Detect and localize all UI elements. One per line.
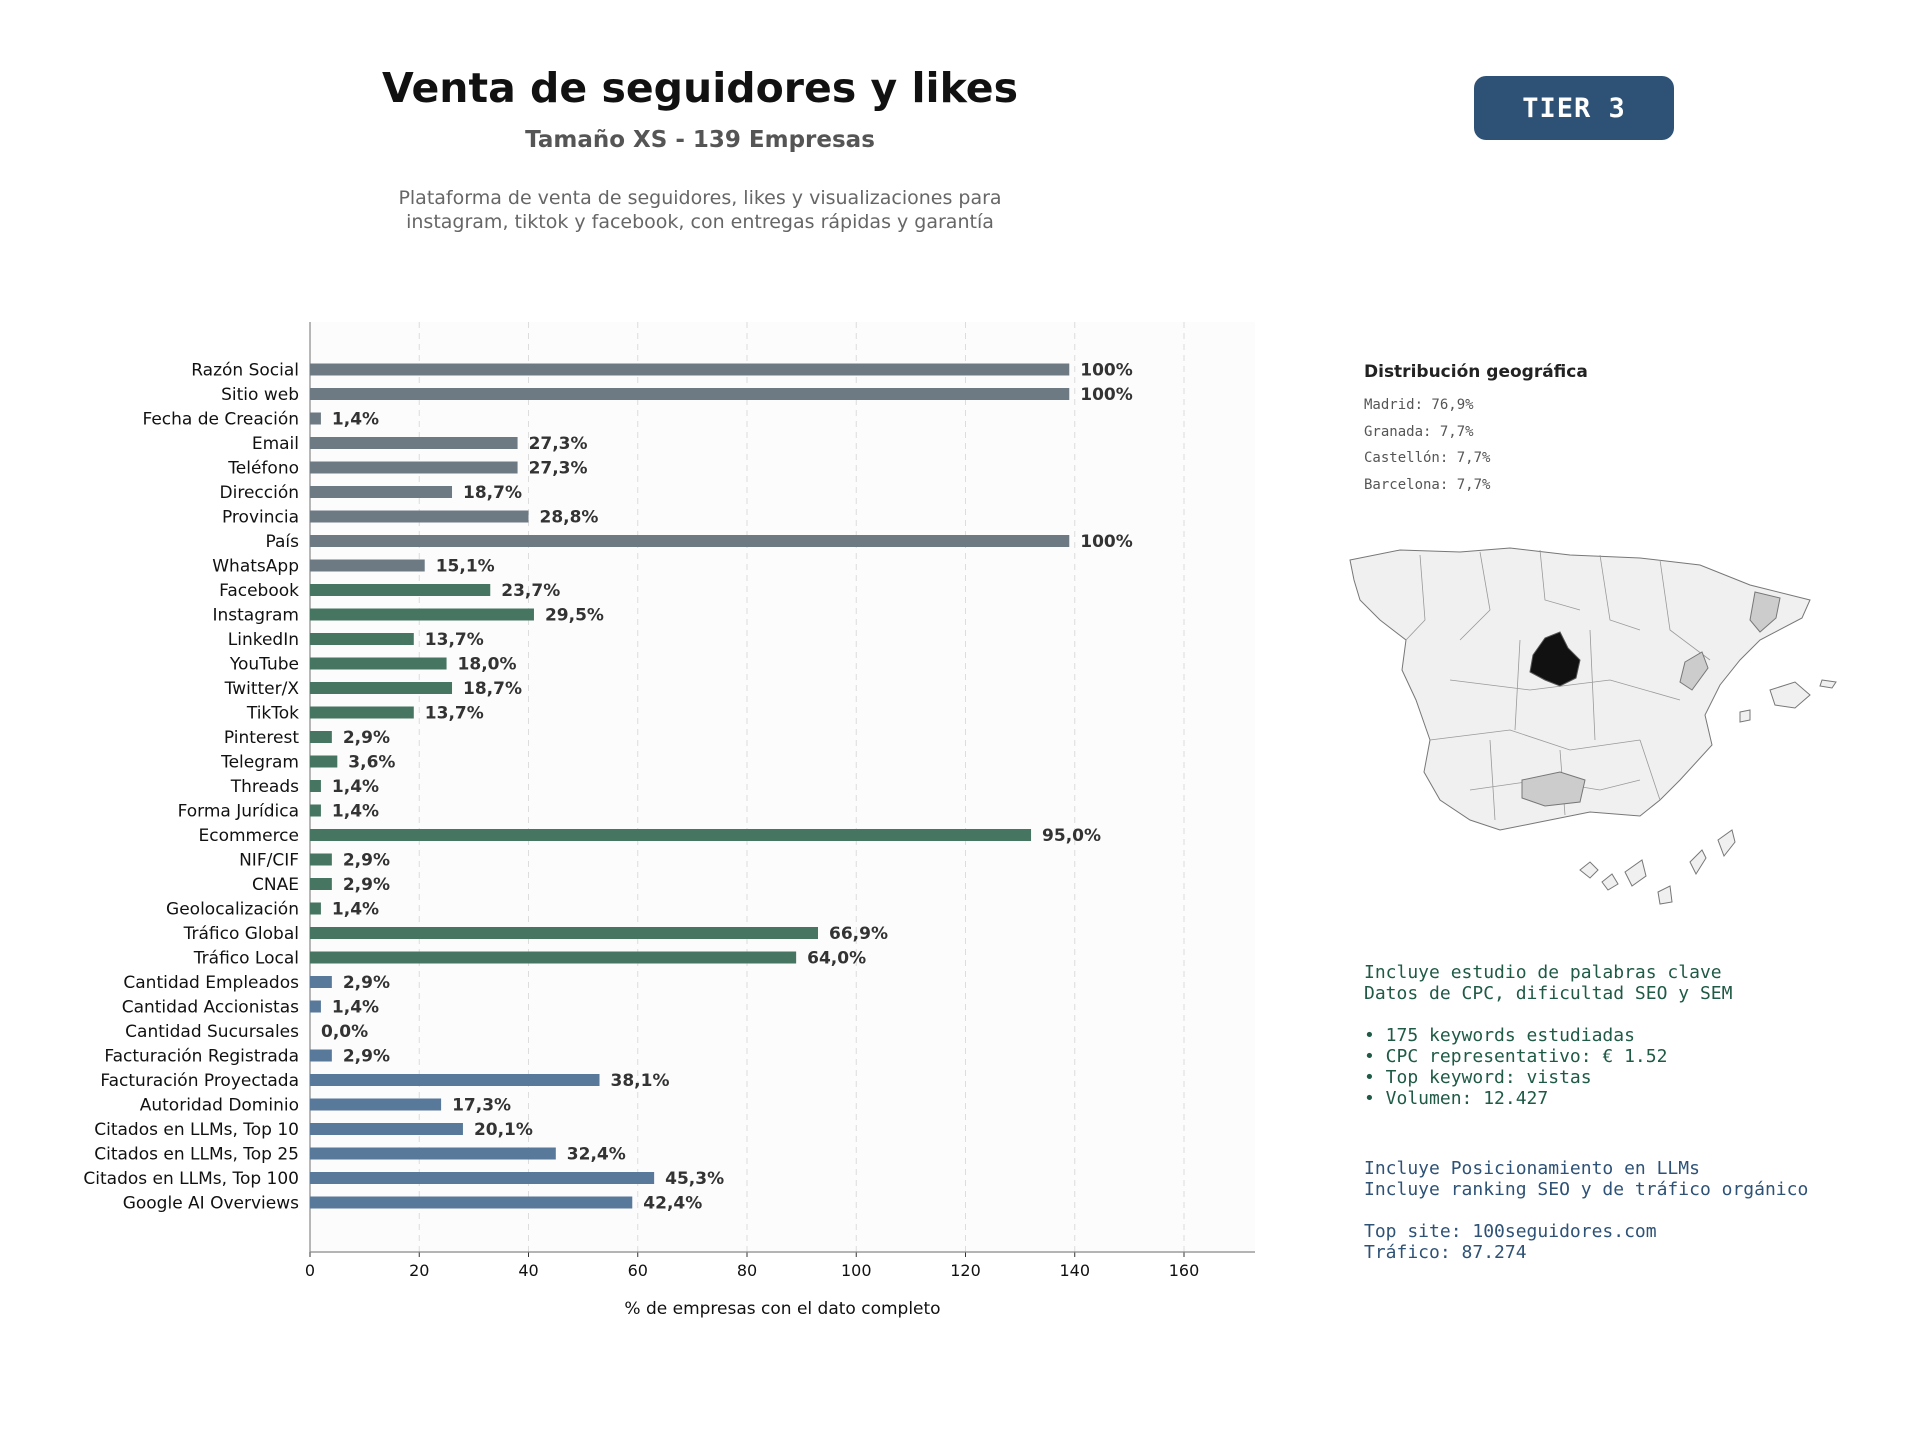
data-label: 100% <box>1080 385 1133 405</box>
data-label: 2,9% <box>342 973 391 993</box>
data-label: 32,4% <box>566 1144 626 1165</box>
bar <box>310 1197 632 1209</box>
data-label: 100% <box>1080 360 1133 381</box>
category-label: Tráfico Local <box>193 948 299 969</box>
keywords-info: Incluye estudio de palabras clave Datos de CPC, dificultad SEO y SEM • 175 keywords estudiadas • CPC representativo: € 1.52 • Top keyword: vistas • Volumen: 12.427 <box>1364 962 1733 1109</box>
tier-badge: TIER 3 <box>1474 76 1674 140</box>
category-label: Cantidad Sucursales <box>125 1022 299 1042</box>
data-label: 18,7% <box>463 679 523 699</box>
data-label: 42,4% <box>643 1193 703 1214</box>
category-label: LinkedIn <box>227 630 299 650</box>
category-label: Tráfico Global <box>183 924 299 944</box>
bar <box>310 805 321 817</box>
bar <box>310 462 518 474</box>
category-label: País <box>265 532 299 552</box>
data-label: 27,3% <box>528 434 588 454</box>
data-label: 64,0% <box>807 948 867 969</box>
category-label: Twitter/X <box>224 679 299 699</box>
bar <box>310 633 414 645</box>
data-label: 2,9% <box>342 1046 391 1067</box>
region-mallorca <box>1770 682 1810 708</box>
bar <box>310 560 425 572</box>
spain-mainland <box>1350 548 1810 830</box>
category-label: Forma Jurídica <box>177 801 299 822</box>
category-label: Facturación Proyectada <box>100 1071 299 1091</box>
bar <box>310 731 332 743</box>
bar <box>310 927 818 939</box>
category-label: Geolocalización <box>166 899 299 920</box>
bar <box>310 780 321 792</box>
data-label: 29,5% <box>544 605 604 626</box>
category-label: Provincia <box>221 507 299 528</box>
x-axis-label: % de empresas con el dato completo <box>624 1299 941 1319</box>
region-canary-5 <box>1690 850 1706 874</box>
page-description <box>300 186 1100 234</box>
bar <box>310 952 796 964</box>
data-label: 1,4% <box>331 997 380 1018</box>
category-label: Teléfono <box>228 458 299 479</box>
geo-item-barcelona: Barcelona: 7,7% <box>1364 476 1491 493</box>
bar <box>310 413 321 425</box>
bar <box>310 903 321 915</box>
bar <box>310 1050 332 1062</box>
data-label: 23,7% <box>501 581 561 601</box>
category-label: Ecommerce <box>198 826 299 846</box>
category-label: Google AI Overviews <box>122 1193 299 1214</box>
region-ibiza <box>1740 710 1750 722</box>
bar <box>310 707 414 719</box>
page-subtitle: Tamaño XS - 139 Empresas <box>525 127 875 153</box>
geo-list <box>1364 397 1490 503</box>
data-label: 2,9% <box>342 850 391 871</box>
data-label: 18,7% <box>463 483 523 503</box>
bar <box>310 535 1069 547</box>
data-label: 17,3% <box>452 1095 512 1116</box>
x-tick-label: 0 <box>304 1261 316 1280</box>
geo-item-madrid: Madrid: 76,9% <box>1364 397 1474 413</box>
data-label: 100% <box>1080 532 1133 552</box>
geo-item-granada: Granada: 7,7% <box>1364 423 1474 440</box>
bar <box>310 1172 654 1184</box>
category-label: Autoridad Dominio <box>139 1095 299 1116</box>
bar <box>310 584 490 596</box>
geo-title: Distribución geográfica <box>1364 362 1588 382</box>
bar <box>310 976 332 988</box>
region-canary-1 <box>1580 862 1598 878</box>
bar <box>310 682 452 694</box>
data-label: 15,1% <box>435 556 495 577</box>
category-label: NIF/CIF <box>239 850 299 871</box>
x-tick-label: 120 <box>950 1261 981 1280</box>
x-tick-label: 40 <box>518 1261 539 1280</box>
data-label: 18,0% <box>457 654 517 675</box>
category-label: Razón Social <box>191 360 299 381</box>
category-label: Citados en LLMs, Top 25 <box>94 1144 299 1165</box>
bar <box>310 486 452 498</box>
x-tick-label: 80 <box>736 1261 758 1280</box>
region-canary-4 <box>1658 886 1672 904</box>
data-label: 3,6% <box>348 752 396 773</box>
data-label: 0,0% <box>321 1022 369 1042</box>
category-label: Telegram <box>221 752 299 773</box>
category-label: YouTube <box>229 654 299 675</box>
x-tick-label: 20 <box>409 1261 430 1280</box>
category-label: WhatsApp <box>212 556 299 577</box>
spain-map <box>1340 540 1860 920</box>
description-line-2: instagram, tiktok y facebook, con entregas rápidas y garantía <box>406 211 994 233</box>
bar <box>310 1001 321 1013</box>
category-label: TikTok <box>246 703 299 724</box>
data-label: 1,4% <box>331 409 380 430</box>
bar <box>310 437 518 449</box>
data-label: 66,9% <box>829 924 888 944</box>
category-label: Instagram <box>212 605 299 626</box>
category-label: Email <box>251 434 299 454</box>
bar <box>310 658 447 670</box>
category-label: Facebook <box>219 581 299 601</box>
geo-item-castellon: Castellón: 7,7% <box>1364 450 1491 466</box>
category-label: Cantidad Empleados <box>123 973 299 993</box>
bar-chart <box>0 300 1290 1340</box>
data-label: 1,4% <box>331 777 380 797</box>
bar <box>310 609 534 621</box>
data-label: 1,4% <box>331 801 380 822</box>
region-canary-3 <box>1625 860 1646 886</box>
data-label: 20,1% <box>473 1120 533 1140</box>
page-title: Venta de seguidores y likes <box>382 64 1018 112</box>
category-label: Dirección <box>219 483 299 503</box>
bar <box>310 829 1031 841</box>
bar <box>310 756 337 768</box>
data-label: 2,9% <box>342 728 391 748</box>
data-label: 28,8% <box>539 507 599 528</box>
region-canary-6 <box>1718 830 1735 856</box>
data-label: 95,0% <box>1042 826 1102 846</box>
bar <box>310 388 1069 400</box>
canary-islands <box>1580 830 1735 904</box>
x-tick-label: 140 <box>1059 1261 1091 1280</box>
region-canary-2 <box>1602 874 1618 890</box>
x-tick-label: 100 <box>840 1261 872 1280</box>
description-line-1: Plataforma de venta de seguidores, likes y visualizaciones para <box>398 187 1002 209</box>
region-menorca <box>1820 680 1836 688</box>
bar <box>310 854 332 866</box>
category-label: Citados en LLMs, Top 100 <box>83 1169 299 1189</box>
balearic-islands <box>1740 680 1836 722</box>
bar <box>310 364 1069 376</box>
category-label: CNAE <box>252 875 299 895</box>
bar <box>310 1123 463 1135</box>
category-label: Cantidad Accionistas <box>121 997 299 1018</box>
data-label: 13,7% <box>424 703 484 724</box>
category-label: Citados en LLMs, Top 10 <box>94 1120 299 1140</box>
x-tick-label: 60 <box>627 1261 648 1280</box>
bar <box>310 511 528 523</box>
data-label: 27,3% <box>528 458 588 479</box>
llm-info: Incluye Posicionamiento en LLMs Incluye ranking SEO y de tráfico orgánico Top site: 100seguidores.com Tráfico: 87.274 <box>1364 1158 1809 1263</box>
data-label: 38,1% <box>610 1071 670 1091</box>
data-label: 2,9% <box>342 875 391 895</box>
category-label: Pinterest <box>223 728 299 748</box>
category-label: Facturación Registrada <box>104 1046 299 1067</box>
data-label: 13,7% <box>424 630 484 650</box>
data-label: 1,4% <box>331 899 380 920</box>
category-label: Fecha de Creación <box>142 409 299 430</box>
category-label: Threads <box>230 777 299 797</box>
x-tick-label: 160 <box>1168 1261 1200 1280</box>
data-label: 45,3% <box>665 1169 725 1189</box>
category-label: Sitio web <box>221 385 299 405</box>
bar <box>310 1074 600 1086</box>
bar <box>310 1099 441 1111</box>
bar <box>310 878 332 890</box>
bar <box>310 1148 556 1160</box>
